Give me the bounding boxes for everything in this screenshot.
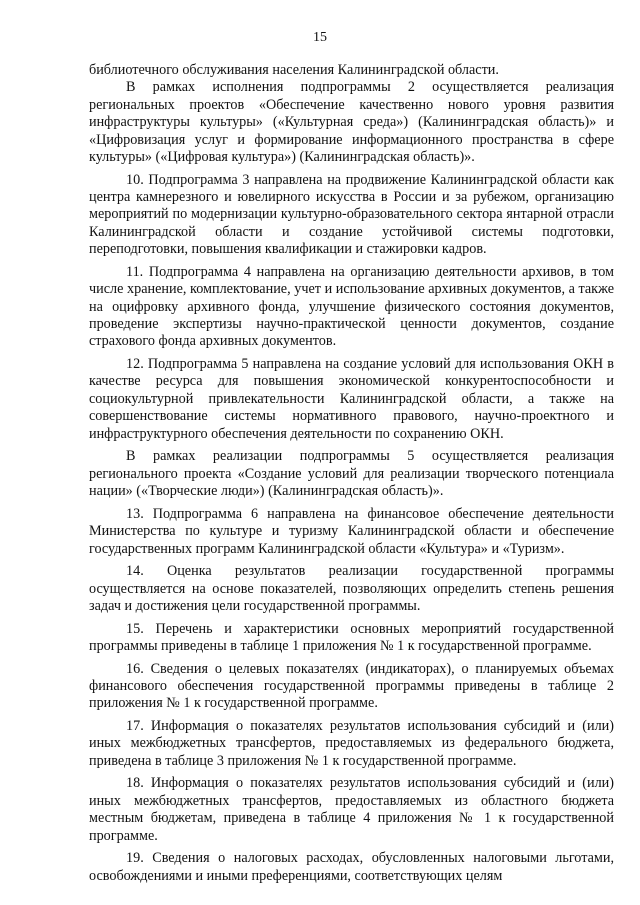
paragraph-item-13: 13. Подпрограмма 6 направлена на финансовое обеспечение деятельности Министерства по культуре и туризму Калининградской области и обеспечение государственных программ Калининградской области «Культура» и «Туризм». [89, 505, 614, 557]
paragraph-item-15: 15. Перечень и характеристики основных мероприятий государственной программы приведены в таблице 1 приложения № 1 к государственной программе. [89, 620, 614, 654]
page-number: 15 [313, 30, 327, 45]
paragraph-subprogram-5-project: В рамках реализации подпрограммы 5 осуществляется реализация регионального проекта «Создание условий для реализации творческого потенциала нации» («Творческие люди») (Калининградская область)». [89, 448, 614, 500]
paragraph-continuation: библиотечного обслуживания населения Калининградской области. [89, 62, 499, 78]
paragraph-item-11: 11. Подпрограмма 4 направлена на организацию деятельности архивов, в том числе хранение, комплектование, учет и использование архивных документов, а также на оцифровку архивного фонда, улучшение физического состояния документов, проведение экспертизы научно-практической ценности документов, создание страхового фонда архивных документов. [89, 263, 614, 350]
paragraph-item-19: 19. Сведения о налоговых расходах, обусловленных налоговыми льготами, освобождениями и иными преференциями, соответствующих целям [89, 850, 614, 884]
paragraph-item-12: 12. Подпрограмма 5 направлена на создание условий для использования ОКН в качестве ресурса для повышения экономической конкурентоспособности и социокультурной привлекательности Калининградской области, а также на совершенствование системы нормативного правового, научно-проектного и инфраструктурного обеспечения деятельности по сохранению ОКН. [89, 356, 614, 442]
paragraph-item-17: 17. Информация о показателях результатов использования субсидий и (или) иных межбюджетных трансфертов, предоставляемых из федерального бюджета, приведена в таблице 3 приложения № 1 к государственной программе. [89, 717, 614, 769]
paragraph-item-10: 10. Подпрограмма 3 направлена на продвижение Калининградской области как центра камнерезного и ювелирного искусства в России и за рубежом, организацию мероприятий по модернизации культурно-образовательного сектора янтарной отрасли Калининградской области и создание устойчивой системы подготовки, переподготовки, повышения квалификации и стажировки кадров. [89, 171, 614, 258]
paragraph-subprogram-2-projects: В рамках исполнения подпрограммы 2 осуществляется реализация региональных проектов «Обеспечение качественно нового уровня развития инфраструктуры культуры» («Культурная среда») (Калининградская область)» и «Цифровизация услуг и формирование информационного пространства в сфере культуры» («Цифровая культура») (Калининградская область)». [89, 79, 614, 166]
paragraph-item-16: 16. Сведения о целевых показателях (индикаторах), о планируемых объемах финансового обеспечения государственной программы приведены в таблице 2 приложения № 1 к государственной программе. [89, 660, 614, 712]
paragraph-item-18: 18. Информация о показателях результатов использования субсидий и (или) иных межбюджетных трансфертов, предоставляемых из областного бюджета местным бюджетам, приведена в таблице 4 приложения № 1 к государственной программе. [89, 775, 614, 844]
paragraph-item-14: 14. Оценка результатов реализации государственной программы осуществляется на основе показателей, позволяющих определить степень решения задач и достижения цели государственной программы. [89, 563, 614, 614]
document-body [89, 62, 614, 885]
